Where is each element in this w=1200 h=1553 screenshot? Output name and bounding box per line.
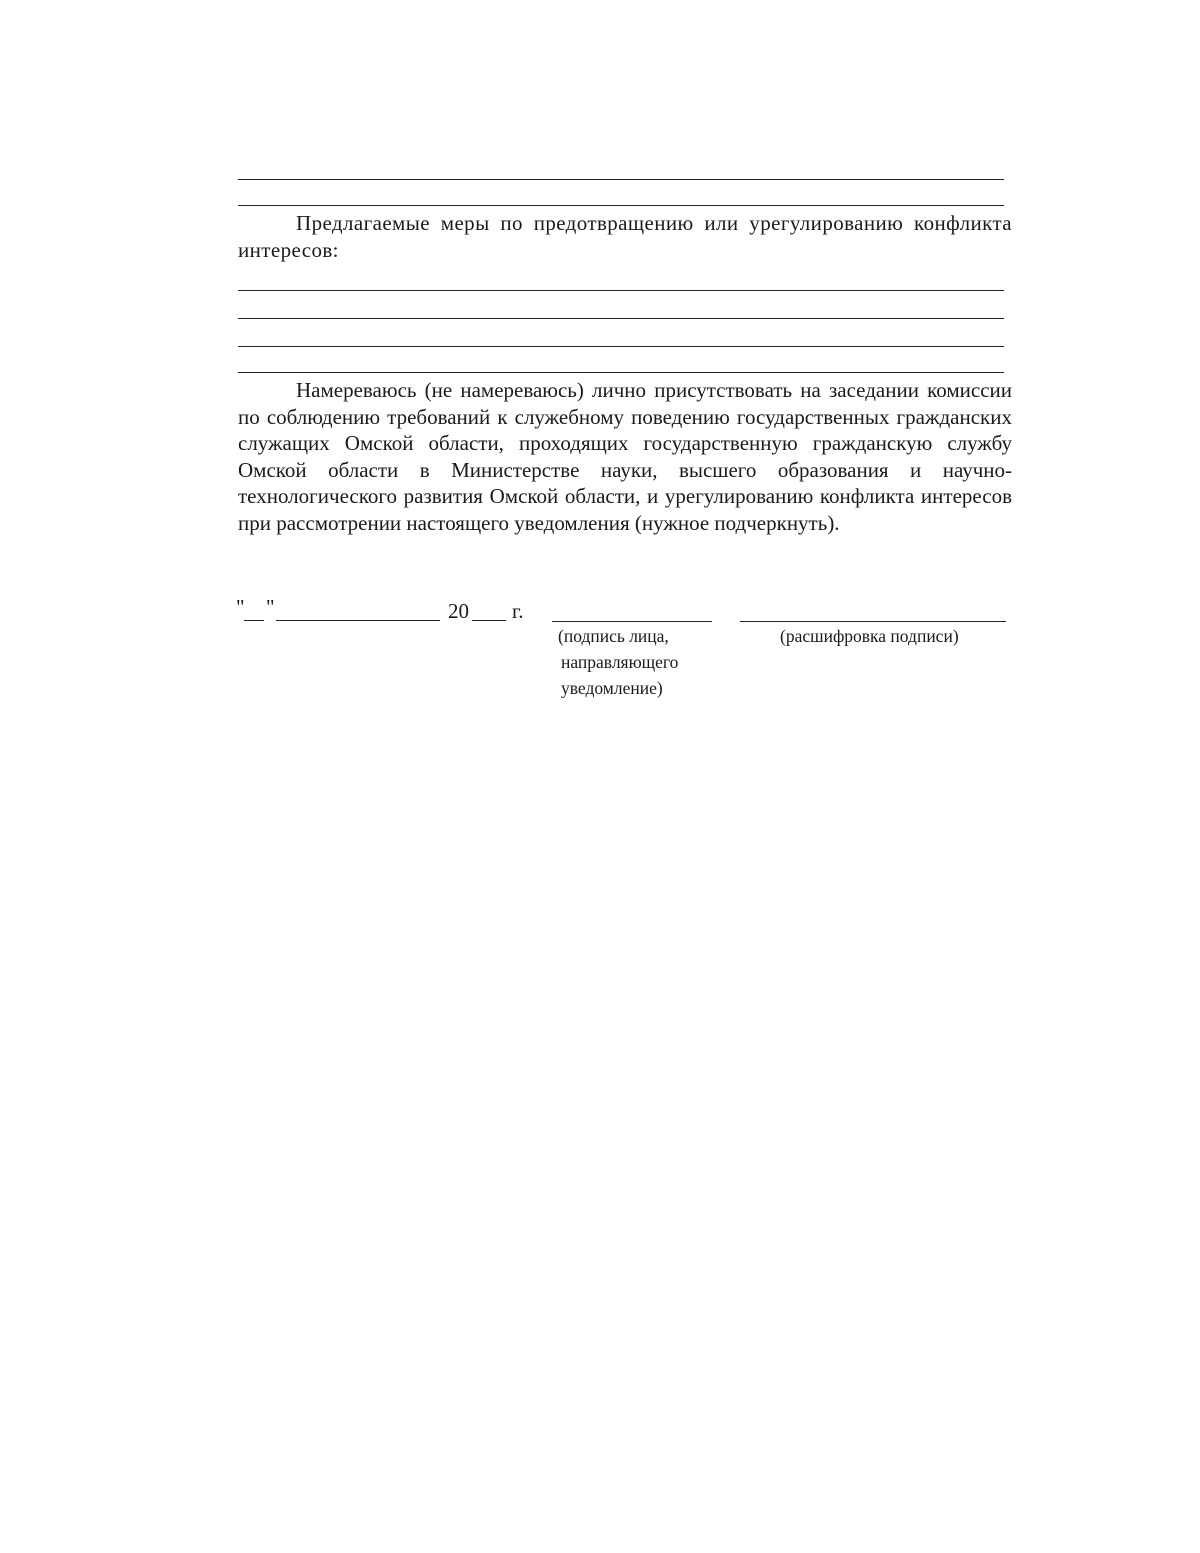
intent-text: Намереваюсь (не намереваюсь) лично присутствовать на заседании комиссии по соблюдению требований к служебному поведению государственных гражданских служащих Омской области, проходящих государственную гражданскую службу Омской области в Министерстве науки, высшего образования и научно-технологического развития Омской области, и урегулированию конфликта интересов при рассмотрении настоящего уведомления (нужное подчеркнуть). xyxy=(238,378,1012,535)
fill-line-3 xyxy=(238,290,1004,291)
year-blank xyxy=(472,620,506,621)
measures-text: Предлагаемые меры по предотвращению или урегулированию конфликта интересов: xyxy=(238,211,1012,262)
signature-caption-line-3: уведомление) xyxy=(561,678,663,698)
fill-line-5 xyxy=(238,346,1004,347)
transcript-caption: (расшифровка подписи) xyxy=(780,626,959,646)
date-open-quote: " xyxy=(236,595,245,619)
signature-caption xyxy=(558,623,678,701)
signature-transcript-line xyxy=(740,621,1006,622)
fill-line-4 xyxy=(238,318,1004,319)
intent-paragraph xyxy=(238,377,1012,537)
month-blank xyxy=(276,620,440,621)
fill-line-2 xyxy=(238,205,1004,206)
signature-caption-line-1: (подпись лица, xyxy=(558,626,669,646)
measures-paragraph xyxy=(238,210,1012,263)
fill-line-1 xyxy=(238,179,1004,180)
day-blank xyxy=(244,620,264,621)
fill-line-6 xyxy=(238,372,1004,373)
year-suffix: г. xyxy=(512,599,524,623)
year-prefix: 20 xyxy=(448,599,469,623)
signature-caption-line-2: направляющего xyxy=(561,652,679,672)
signature-line xyxy=(552,621,712,622)
date-close-quote: " xyxy=(266,595,275,619)
